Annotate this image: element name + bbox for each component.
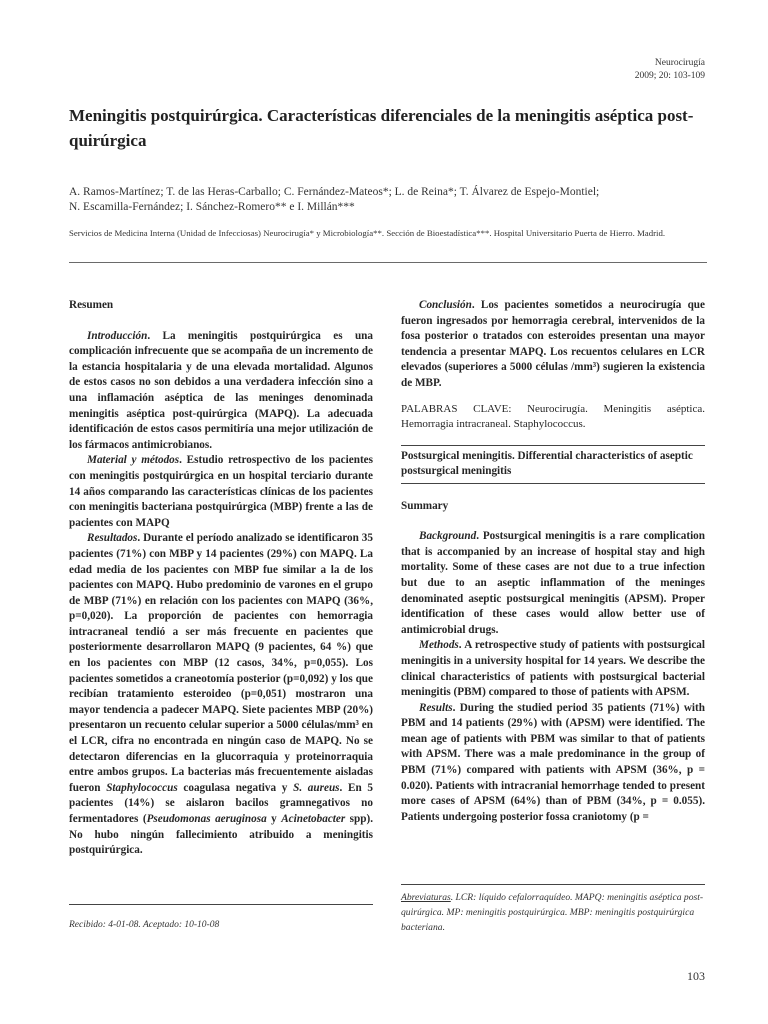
summary-methods	[401, 638, 705, 700]
methods-text: . A retrospective study of patients with postsurgical meningitis in a university hospital for 14 years. We describe the clinical characteristics of patients with postsurgical bacterial meningitis (PBM) compared to those of patients with APSM.	[401, 639, 705, 699]
methods-label: Methods	[419, 639, 459, 652]
authors	[69, 185, 709, 215]
abbreviations-label: Abreviaturas	[401, 892, 451, 903]
received-note: Recibido: 4-01-08. Aceptado: 10-10-08	[69, 904, 373, 934]
header-divider	[69, 262, 707, 263]
english-title-box	[401, 445, 705, 484]
right-column	[401, 298, 705, 825]
authors-line-2: N. Escamilla-Fernández; I. Sánchez-Romero** e I. Millán***	[69, 201, 355, 213]
article-title: Meningitis postquirúrgica. Características diferenciales de la meningitis aséptica post-quirúrgica	[69, 106, 694, 150]
journal-citation: 2009; 20: 103-109	[634, 71, 705, 81]
page-number: 103	[687, 969, 705, 983]
resultados-text-d: y	[266, 813, 282, 825]
resultados-text-e: spp). No hubo ningún fallecimiento atribuido a meningitis postquirúrgica.	[69, 813, 374, 857]
abbreviations-footnote	[401, 884, 705, 935]
organism-4: Acinetobacter	[281, 813, 346, 825]
resultados-text-b: coagulasa negativa y	[177, 781, 294, 794]
resumen-introduccion	[69, 329, 373, 454]
metodos-text: . Estudio retrospectivo de los pacientes con meningitis postquirúrgica en un hospital terciario durante 14 años comparando las características clínicas de los pacientes con meningitis bacteriana postquirúrgica (MBP) frente a las de pacientes con MAPQ	[69, 454, 373, 529]
resumen-metodos	[69, 453, 373, 531]
results-text: . During the studied period 35 patients (71%) with PBM and 14 patients (29%) with (APSM) were identified. The mean age of patients with PBM was similar to that of patients with APSM. There was a male predominance in the group of PBM (71%) compared with patients with APSM (36%, p = 0.020). Patients with intracranial hemorrhage tended to present more cases of APSM (64%) than of PBM (34%, p = 0.055). Patients undergoing posterior fossa craniotomy (p =	[401, 701, 705, 823]
organism-2: S. aureus	[293, 781, 340, 794]
resumen-conclusion	[401, 298, 705, 392]
resultados-label: Resultados	[87, 532, 138, 545]
summary-heading: Summary	[401, 499, 449, 512]
english-title: Postsurgical meningitis. Differential characteristics of aseptic postsurgical meningitis	[401, 449, 693, 477]
resumen-resultados	[69, 531, 373, 858]
keywords: PALABRAS CLAVE: Neurocirugía. Meningitis aséptica. Hemorragia intracraneal. Staphylococcus.	[401, 402, 705, 430]
abbreviations-text: . LCR: líquido cefalorraquídeo. MAPQ: meningitis aséptica post-quirúrgica. MP: meningitis postquirúrgica. MBP: meningitis postquirúrgica bacteriana.	[401, 892, 704, 933]
journal-header	[635, 57, 705, 83]
conclusion-label: Conclusión	[419, 299, 472, 311]
resumen-heading: Resumen	[69, 299, 114, 311]
introduccion-text: . La meningitis postquirúrgica es una complicación infrecuente que se acompaña de un incremento de la estancia hospitalaria y de una elevada mortalidad. Algunos de estos casos no son debidos a una verdadera infección sino a una inflamación aséptica de las meninges denominada meningitis aséptica post-quirúrgica (MAPQ). La adecuada identificación de estos casos permitiría una mejor utilización de los fármacos antimicrobianos.	[69, 329, 373, 451]
journal-name: Neurocirugía	[654, 58, 705, 68]
results-label: Results	[419, 701, 453, 714]
authors-line-1: A. Ramos-Martínez; T. de las Heras-Carballo; C. Fernández-Mateos*; L. de Reina*; T. Álvarez de Espejo-Montiel;	[69, 186, 600, 198]
organism-1: Staphylococcus	[106, 781, 178, 794]
affiliation: Servicios de Medicina Interna (Unidad de Infecciosas) Neurocirugía* y Microbiología**. Sección de Bioestadística***. Hospital Universitario Puerta de Hierro. Madrid.	[69, 228, 666, 238]
organism-3: Pseudomonas aeruginosa	[146, 813, 267, 825]
summary-results	[401, 701, 705, 826]
background-text: . Postsurgical meningitis is a rare complication that is accompanied by an increase of hospital stay and high mortality. Some of these cases are not due to a true infection but due to an aseptic inflammation of the meninges denominated aseptic postsurgical meningitis (APSM). Proper identification of these cases would allow better use of antimicrobial drugs.	[401, 530, 705, 636]
background-label: Background	[419, 530, 477, 543]
introduccion-label: Introducción	[87, 329, 148, 342]
metodos-label: Material y métodos	[87, 454, 180, 467]
conclusion-text: . Los pacientes sometidos a neurocirugía que fueron ingresados por hemorragia cerebral, intervenidos de la fosa posterior o tratados con esteroides presentan una mayor tendencia a presentar MAPQ. Los recuentos celulares en LCR elevados (superiores a 5000 células /mm³) sugieren la existencia de MBP.	[401, 299, 705, 389]
summary-background	[401, 529, 705, 638]
resultados-text-c: . En 5 pacientes (14%) se aislaron bacilos gramnegativos no fermentadores (	[69, 781, 374, 825]
resultados-text-a: . Durante el período analizado se identificaron 35 pacientes (71%) con MBP y 14 pacientes (29%) con MAPQ. La edad media de los pacientes con MBP fue similar a la de los pacientes con MAPQ. Hubo predominio de varones en el grupo de MBP (71%) en relación con los pacientes con MAPQ (36%, p=0,020). La proporción de pacientes con hemorragia intracraneal tendió a ser más frecuente en pacientes que posteriormente desarrollaron MAPQ (9 pacientes, 64 %) que en los pacientes con MBP (12 casos, 34%, p=0,055). Los pacientes sometidos a craneotomía posterior (p=0,092) y los que recibían tratamiento esteroideo (p=0,051) mostraron una mayor tendencia a padecer MAPQ. Siete pacientes MBP (20%) presentaron un recuento celular superior a 5000 células/mm³ en el LCR, cifra no encontrada en ningún caso de MAPQ. No se detectaron diferencias en la glucorraquia y proteinorraquia entre ambos grupos. La bacterias más frecuentemente aisladas fueron	[69, 532, 373, 794]
left-column	[69, 298, 373, 859]
